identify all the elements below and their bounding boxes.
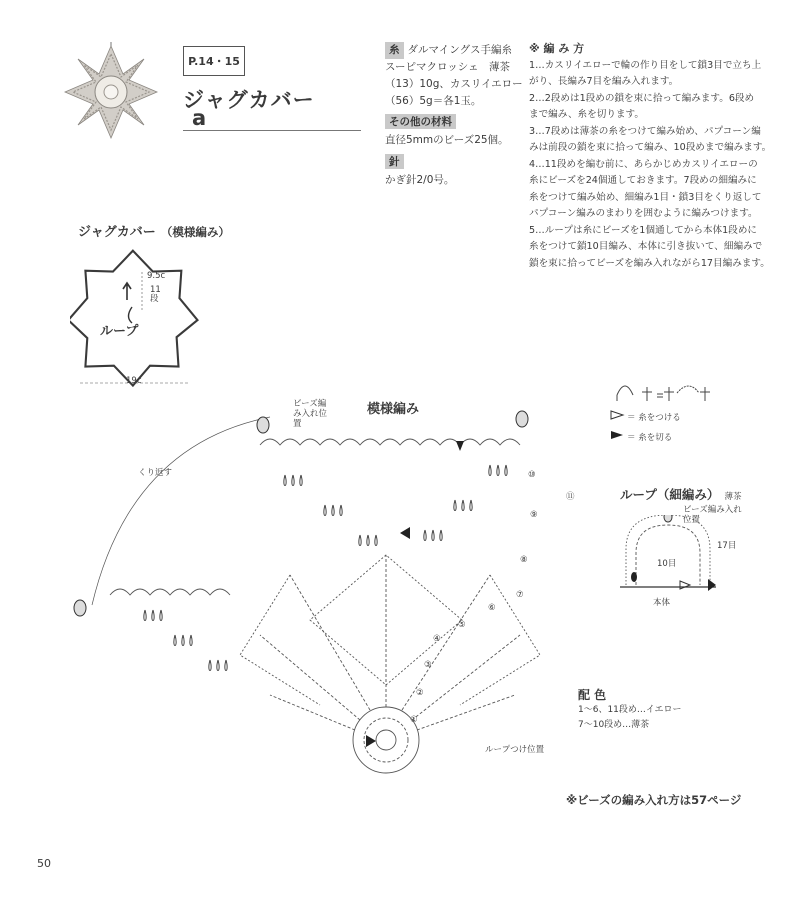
- product-photo: [52, 42, 170, 140]
- legend-attach: ＝ 糸をつける: [627, 413, 681, 423]
- loop-body-label: 本体: [653, 598, 671, 608]
- loop-chart-title-row: [620, 484, 742, 503]
- legend-cut: ＝ 糸を切る: [627, 433, 673, 443]
- yarn-line: ダルマイングス手編糸: [407, 44, 512, 56]
- round-number: ⑤: [458, 620, 466, 630]
- height-dimension: 9.5c: [147, 271, 166, 281]
- round-number: ①: [410, 715, 418, 725]
- schematic-title-note: （模様編み）: [160, 225, 230, 239]
- loop-bead-position: ビーズ編み入れ位置: [683, 505, 742, 525]
- color-scheme-heading: 配 色: [578, 688, 607, 702]
- rows-dimension: 11段: [150, 285, 161, 304]
- round-number: ⑥: [488, 603, 496, 613]
- yarn-line: スーピマクロッシェ 薄茶: [385, 61, 511, 73]
- color-scheme-line: 1〜6、11段め…イエロー: [578, 705, 682, 715]
- width-dimension: 19c: [126, 376, 142, 386]
- page-title: ジャグカバー: [183, 88, 315, 112]
- page-number: 50: [37, 857, 51, 870]
- loop-chart: [620, 515, 720, 595]
- round-number: ⑦: [516, 590, 524, 600]
- instruction-line: みは前段の鎖を束に拾って編み、10段めまで編みます。: [529, 142, 772, 153]
- loop-chart-color: 薄茶: [724, 492, 742, 502]
- needle-line: かぎ針2/0号。: [385, 174, 455, 186]
- instruction-line: 糸をつけて鎖10目編み、本体に引き抜いて、細編みで: [529, 241, 763, 252]
- yarn-line: （13）10g、カスリイエロー: [385, 78, 523, 90]
- repeat-label: くり返す: [138, 468, 173, 478]
- loop-attach-label: ループつけ位置: [485, 745, 545, 755]
- instruction-line: パプコーン編みのまわりを囲むように編みつけます。: [529, 208, 758, 219]
- yarn-block: [385, 42, 523, 110]
- instructions-heading: ※ 編 み 方: [529, 42, 585, 55]
- instruction-line: 3…7段めは薄茶の糸をつけて編み始め、パプコーン編: [529, 125, 761, 137]
- instruction-line: 5…ループは糸にビーズを1個通してから本体1段めに: [529, 224, 758, 236]
- round-number: ③: [424, 660, 432, 670]
- instruction-line: 糸にビーズを24個通しておきます。7段めの細編みに: [529, 175, 757, 186]
- instruction-line: 糸をつけて編み始め、細編み1目・鎖3目をくり返して: [529, 191, 762, 203]
- loop-chart-title: ループ（細編み）: [620, 487, 720, 502]
- instructions: [529, 41, 779, 272]
- yarn-line: （56）5g＝各1玉。: [385, 95, 482, 107]
- loop-label: ループ: [100, 324, 139, 339]
- round-number: ⑨: [530, 510, 538, 520]
- bead-position-label: ビーズ編み入れ位置: [293, 399, 328, 429]
- yarn-tag: 糸: [385, 42, 404, 59]
- title-rule: [183, 130, 361, 131]
- other-materials-tag: その他の材料: [385, 114, 456, 129]
- loop-stitch-count: 17目: [717, 541, 737, 551]
- other-materials-block: [385, 114, 509, 147]
- instruction-line: 1…カスリイエローで輪の作り目をして鎖3目で立ち上: [529, 59, 762, 71]
- page-reference: P.14・15: [183, 46, 245, 76]
- round-number: ④: [433, 634, 441, 644]
- color-scheme-line: 7〜10段め…薄茶: [578, 720, 650, 730]
- loop-chain-count: 10目: [657, 559, 677, 569]
- instruction-line: 2…2段めは1段めの鎖を束に拾って編みます。6段め: [529, 92, 755, 104]
- stitch-chart: [70, 405, 570, 775]
- needle-tag: 針: [385, 154, 404, 169]
- bead-note: ※ビーズの編み入れ方は57ページ: [566, 793, 742, 807]
- instruction-line: がり、長編み7目を編み入れます。: [529, 76, 679, 87]
- variant-label: a: [192, 106, 207, 130]
- round-number: ⑪: [566, 492, 575, 502]
- schematic-title-row: [78, 221, 230, 240]
- round-number: ②: [416, 688, 424, 698]
- round-number: ⑧: [520, 555, 528, 565]
- needle-block: [385, 154, 454, 187]
- instruction-line: 4…11段めを編む前に、あらかじめカスリイエローの: [529, 158, 758, 170]
- instruction-line: まで編み、糸を切ります。: [529, 109, 644, 120]
- instruction-line: 鎖を束に拾ってビーズを編み入れながら17目編みます。: [529, 257, 770, 269]
- round-number: ⑩: [528, 470, 536, 480]
- chart-title: 模様編み: [367, 402, 420, 417]
- schematic-title: ジャグカバー: [78, 225, 156, 240]
- other-materials-line: 直径5mmのビーズ25個。: [385, 134, 509, 146]
